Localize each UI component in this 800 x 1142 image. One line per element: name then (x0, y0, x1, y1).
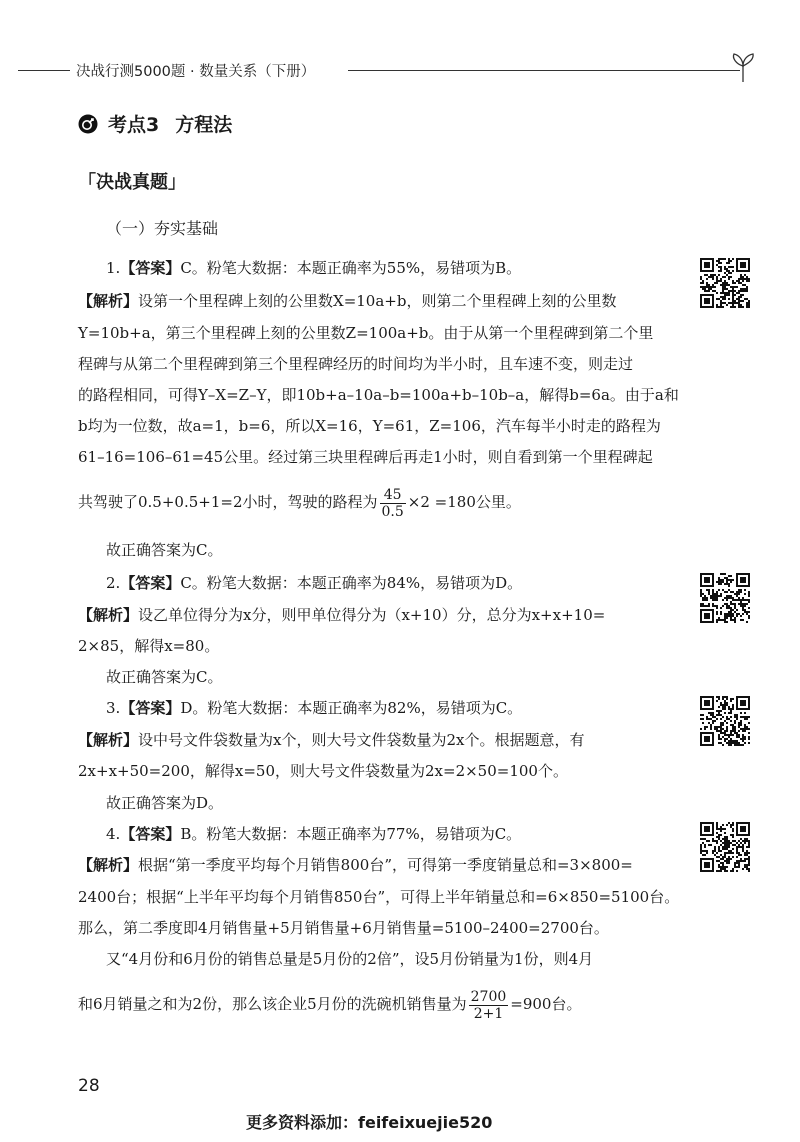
q4-text-line: 2400台；根据“上半年平均每个月销售850台”，可得上半年销量总和=6×850=5100台。 (78, 888, 680, 906)
q2-answer-line: 2.【答案】C。粉笔大数据：本题正确率为84%，易错项为D。 (106, 574, 523, 592)
q1-answer-line: 1.【答案】C。粉笔大数据：本题正确率为55%，易错项为B。 (106, 259, 522, 277)
header-rule-right (348, 70, 740, 71)
fraction: $\frac{45}{0.5}$ (381, 486, 404, 520)
q1-text-line-fraction: 共驾驶了0.5+0.5+1=2小时，驾驶的路程为 $\frac{45}{0.5}$ ×2 =180公里。 (78, 486, 521, 520)
sub-title: （一）夯实基础 (106, 219, 219, 238)
header-rule-left (18, 70, 70, 71)
section-number: 考点3 (108, 114, 160, 136)
q2-text-line: 2×85，解得x=80。 (78, 637, 220, 655)
q4-analysis-line: 【解析】根据“第一季度平均每个月销售800台”，可得第一季度销量总和=3×800= (78, 856, 633, 874)
book-title: 决战行测5000题 · 数量关系（下册） (76, 64, 316, 80)
q3-answer-line: 3.【答案】D。粉笔大数据：本题正确率为82%，易错项为C。 (106, 699, 523, 717)
q2-analysis-line: 【解析】设乙单位得分为x分，则甲单位得分为（x+10）分，总分为x+x+10= (78, 606, 606, 624)
q3-analysis-line: 【解析】设中号文件袋数量为x个，则大号文件袋数量为2x个。根据题意，有 (78, 731, 585, 749)
q2-conclusion: 故正确答案为C。 (106, 668, 223, 686)
q1-text-line: 的路程相同，可得Y–X=Z–Y，即10b+a–10a–b=100a+b–10b–a，解得b=6a。由于a和 (78, 386, 679, 404)
sprout-icon (728, 50, 758, 84)
q1-conclusion: 故正确答案为C。 (106, 541, 223, 559)
q3-conclusion: 故正确答案为D。 (106, 794, 224, 812)
section-label (108, 110, 248, 137)
q4-text-line: 又“4月份和6月份的销售总量是5月份的2倍”，设5月份销量为1份，则4月 (106, 950, 594, 968)
page-number: 28 (78, 1076, 100, 1096)
q4-text-line-fraction: 和6月销量之和为2份，那么该企业5月份的洗碗机销售量为 $\frac{2700}{2+1}$ =900台。 (78, 988, 582, 1022)
q1-text-line: b均为一位数，故a=1，b=6，所以X=16，Y=61，Z=106，汽车每半小时走的路程为 (78, 417, 661, 435)
qr-code[interactable] (700, 822, 750, 872)
q4-text-line: 那么，第二季度即4月销售量+5月销售量+6月销售量=5100–2400=2700台。 (78, 919, 609, 937)
section-title: 方程法 (175, 114, 233, 136)
q1-text-line: Y=10b+a，第三个里程碑上刻的公里数Z=100a+b。由于从第一个里程碑到第二个里 (78, 324, 654, 342)
q1-text-line: 程碑与从第二个里程碑到第三个里程碑经历的时间均为半小时，且车速不变，则走过 (78, 355, 634, 373)
running-header (0, 50, 800, 96)
q1-text-line: 61–16=106–61=45公里。经过第三块里程碑后再走1小时，则自看到第一个里程碑起 (78, 448, 653, 466)
footer-note: 更多资料添加：feifeixuejie520 (246, 1113, 493, 1132)
qr-code[interactable] (700, 696, 750, 746)
q1-analysis-line: 【解析】设第一个里程碑上刻的公里数X=10a+b，则第二个里程碑上刻的公里数 (78, 292, 617, 310)
q4-answer-line: 4.【答案】B。粉笔大数据：本题正确率为77%，易错项为C。 (106, 825, 522, 843)
target-bullet-icon (78, 114, 98, 134)
qr-code[interactable] (700, 258, 750, 308)
qr-code[interactable] (700, 573, 750, 623)
q3-text-line: 2x+x+50=200，解得x=50，则大号文件袋数量为2x=2×50=100个。 (78, 762, 568, 780)
fraction: $\frac{2700}{2+1}$ (470, 988, 507, 1022)
block-title: 「决战真题」 (78, 172, 186, 193)
section-heading (78, 110, 248, 137)
